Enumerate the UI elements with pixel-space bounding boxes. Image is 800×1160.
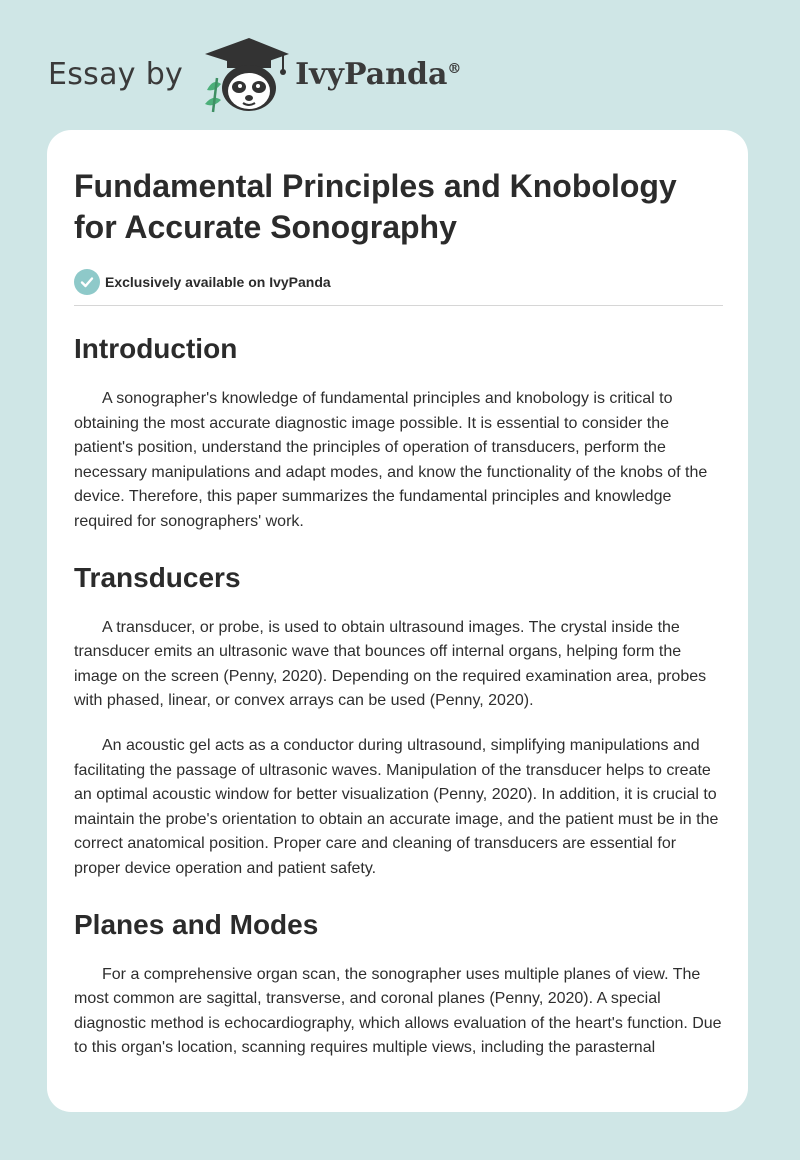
section-heading-introduction: Introduction (74, 333, 238, 364)
brand-prefix: Essay by (48, 56, 184, 92)
essay-title: Fundamental Principles and Knobology for Accurate Sonography (74, 168, 677, 245)
section-heading-transducers: Transducers (74, 561, 241, 593)
section-heading-planes-and-modes: Planes and Modes (74, 908, 319, 940)
essay-card (47, 130, 748, 1112)
paragraph: A sonographer's knowledge of fundamental principles and knobology is critical to obtaining the most accurate diagnostic image possible. It is essential to consider the patient's position, understand the principles of operation of transducers, perform the necessary manipulations and adapt modes, and know the functionality of the knobs of the device. Therefore, this paper summarizes the fundamental principles and knowledge required for sonographers' work. (74, 390, 708, 530)
brand-name: IvyPanda® (295, 56, 462, 92)
brand-header (48, 34, 461, 114)
check-circle-icon (74, 269, 100, 295)
exclusive-label: Exclusively available on IvyPanda (105, 274, 331, 290)
paragraph: An acoustic gel acts as a conductor during ultrasound, simplifying manipulations and facilitating the passage of ultrasonic waves. Manipulation of the transducer helps to create an optimal acoustic window for better visualization (Penny, 2020). In addition, it is crucial to maintain the probe's orientation to obtain an accurate image, and the patient must be in the correct anatomical position. Proper care and cleaning of transducers are essential for proper device operation and patient safety. (74, 736, 719, 877)
paragraph: For a comprehensive organ scan, the sonographer uses multiple planes of view. The most common are sagittal, transverse, and coronal planes (Penny, 2020). A special diagnostic method is echocardiography, which allows evaluation of the heart's function. Due to this organ's location, scanning requires multiple views, including the parasternal (74, 965, 722, 1057)
panda-graduate-icon (197, 34, 293, 114)
paragraph: A transducer, or probe, is used to obtain ultrasound images. The crystal inside the transducer emits an ultrasonic wave that bounces off internal organs, helping form the image on the screen (Penny, 2020). Depending on the required examination area, probes with phased, linear, or convex arrays can be used (Penny, 2020). (74, 618, 707, 710)
exclusive-badge (74, 268, 723, 296)
divider (74, 305, 723, 306)
